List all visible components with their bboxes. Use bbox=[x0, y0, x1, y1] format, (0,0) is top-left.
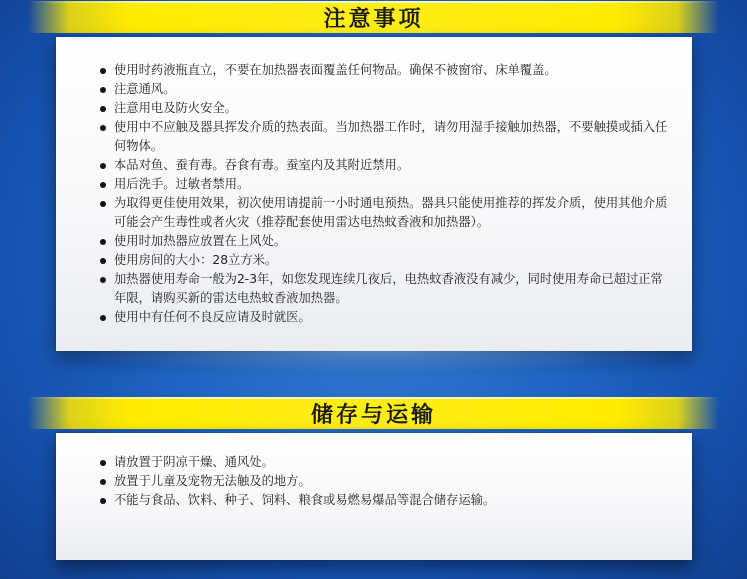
storage-list bbox=[98, 453, 668, 510]
storage-card bbox=[56, 433, 692, 560]
list-item: 使用中不应触及器具挥发介质的热表面。当加热器工作时，请勿用湿手接触加热器，不要触摸或插入任何物体。 bbox=[98, 118, 668, 156]
list-item: 使用中有任何不良反应请及时就医。 bbox=[98, 308, 668, 327]
list-item: 使用房间的大小：28立方米。 bbox=[98, 251, 668, 270]
section-title-precautions: 注意事项 bbox=[323, 6, 424, 32]
card-glow bbox=[40, 351, 710, 373]
section-banner-storage bbox=[28, 397, 719, 429]
list-item: 注意通风。 bbox=[98, 80, 668, 99]
list-item: 不能与食品、饮料、种子、饲料、粮食或易燃易爆品等混合储存运输。 bbox=[98, 491, 668, 510]
list-item: 请放置于阴凉干燥、通风处。 bbox=[98, 453, 668, 472]
list-item: 放置于儿童及宠物无法触及的地方。 bbox=[98, 472, 668, 491]
section-banner-precautions bbox=[28, 1, 719, 33]
list-item: 使用时药液瓶直立，不要在加热器表面覆盖任何物品。确保不被窗帘、床单覆盖。 bbox=[98, 61, 668, 80]
list-item: 使用时加热器应放置在上风处。 bbox=[98, 232, 668, 251]
list-item: 加热器使用寿命一般为2-3年，如您发现连续几夜后，电热蚊香液没有减少，同时使用寿命已超过正常年限，请购买新的雷达电热蚊香液加热器。 bbox=[98, 270, 668, 308]
precautions-list bbox=[98, 61, 668, 327]
list-item: 为取得更佳使用效果，初次使用请提前一小时通电预热。器具只能使用推荐的挥发介质，使用其他介质可能会产生毒性或者火灾（推荐配套使用雷达电热蚊香液和加热器）。 bbox=[98, 194, 668, 232]
precautions-card bbox=[56, 37, 692, 351]
list-item: 注意用电及防火安全。 bbox=[98, 99, 668, 118]
list-item: 本品对鱼、蚕有毒。吞食有毒。蚕室内及其附近禁用。 bbox=[98, 156, 668, 175]
section-title-storage: 储存与运输 bbox=[310, 402, 436, 428]
list-item: 用后洗手。过敏者禁用。 bbox=[98, 175, 668, 194]
